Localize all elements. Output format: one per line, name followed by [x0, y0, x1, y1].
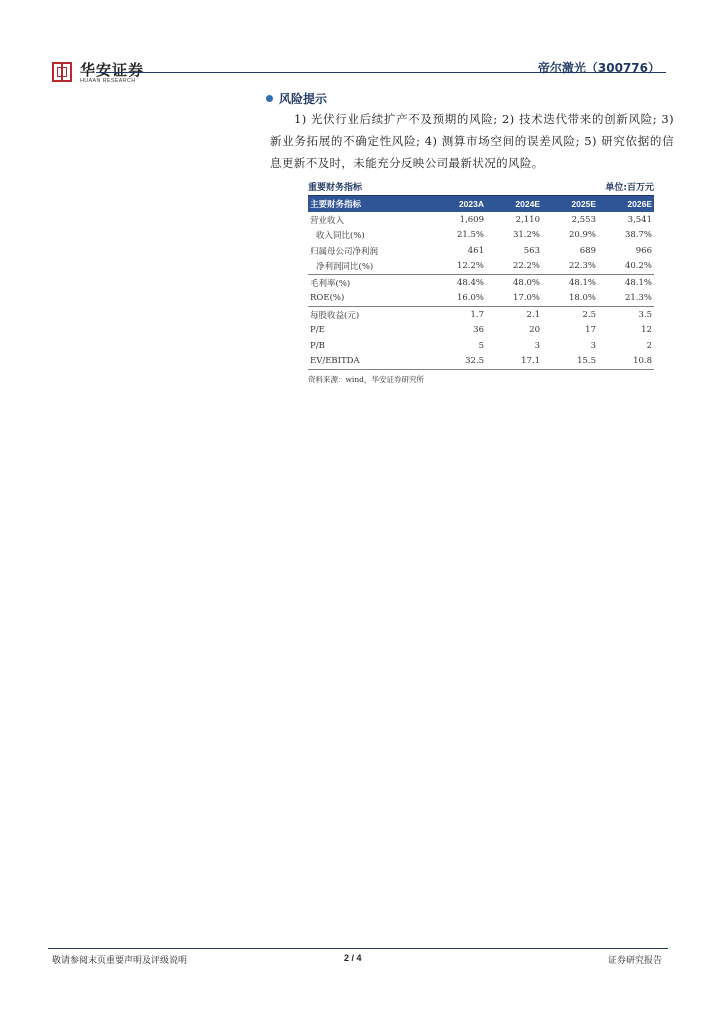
table-cell: 32.5: [430, 354, 486, 370]
logo-english-name: HUAAN RESEARCH: [80, 78, 136, 84]
table-row: [308, 212, 654, 228]
table-header-row: [308, 196, 654, 212]
table-cell: 1,609: [459, 214, 484, 225]
table-cell: 20.9%: [568, 230, 596, 241]
table-cell: 966: [635, 245, 652, 256]
table-row: [308, 228, 654, 244]
page-number: 2 / 4: [344, 953, 362, 963]
table-row: [308, 354, 654, 370]
table-cell: 2.5: [542, 307, 598, 323]
risk-section: [264, 90, 674, 106]
table-cell: 12.2%: [456, 261, 484, 272]
table-row: [308, 291, 654, 307]
table-cell: 461: [467, 245, 484, 256]
table-cell: 15.5: [542, 354, 598, 370]
table-cell: 20: [529, 325, 540, 336]
table-cell: 2,553: [571, 214, 596, 225]
row-label: 归属母公司净利润: [310, 246, 379, 257]
footer-disclaimer: 敬请参阅末页重要声明及评级说明: [52, 956, 188, 966]
table-cell: 5: [478, 340, 484, 351]
header-year-cell: 2023A: [430, 196, 486, 212]
risk-paragraph: 1) 光伏行业后续扩产不及预期的风险; 2) 技术迭代带来的创新风险; 3) 新业务拓展的不确定性风险; 4) 测算市场空间的误差风险; 5) 研究依据的信息更新不及时，未能充分反映公司最新状况的风险。: [270, 112, 674, 170]
table-cell: 2.1: [486, 307, 542, 323]
header-year-cell: 2026E: [598, 196, 654, 212]
table-cell: 16.0%: [456, 293, 484, 304]
table-cell: 22.2%: [512, 261, 540, 272]
row-label: 净利润同比(%): [316, 262, 374, 273]
financial-table-block: [308, 180, 654, 385]
risk-title: 风险提示: [279, 91, 328, 106]
table-cell: 31.2%: [512, 230, 540, 241]
table-cell: 48.1%: [542, 275, 598, 291]
table-cell: 3,541: [627, 214, 652, 225]
table-caption: [308, 180, 654, 194]
table-title: 重要财务指标: [308, 183, 363, 193]
table-cell: 48.0%: [486, 275, 542, 291]
logo-chinese-name: 华安证券: [80, 61, 145, 79]
header-divider: [96, 72, 666, 73]
table-cell: 1.7: [430, 307, 486, 323]
table-cell: 21.3%: [624, 293, 652, 304]
financial-indicators-table: [308, 196, 654, 370]
row-label: 每股收益(元): [308, 307, 430, 323]
table-row: [308, 243, 654, 259]
table-cell: 3.5: [598, 307, 654, 323]
table-row: [308, 338, 654, 354]
row-label: EV/EBITDA: [308, 354, 430, 370]
row-label: P/B: [310, 340, 325, 351]
table-cell: 21.5%: [456, 230, 484, 241]
risk-heading: [264, 90, 674, 106]
header-label-cell: 主要财务指标: [308, 196, 430, 212]
row-label: P/E: [310, 325, 325, 336]
table-cell: 38.7%: [624, 230, 652, 241]
row-label: ROE(%): [310, 293, 345, 304]
header-year-cell: 2024E: [486, 196, 542, 212]
table-cell: 2: [646, 340, 652, 351]
table-cell: 18.0%: [568, 293, 596, 304]
table-cell: 17.1: [486, 354, 542, 370]
table-cell: 48.4%: [430, 275, 486, 291]
table-row: [308, 275, 654, 291]
table-row: [308, 323, 654, 339]
row-label: 收入同比(%): [316, 231, 365, 242]
table-cell: 563: [523, 245, 540, 256]
table-cell: 2,110: [515, 214, 540, 225]
footer-divider: [48, 948, 668, 949]
huaan-logo-icon: [52, 62, 72, 82]
page-header: [52, 56, 666, 86]
table-unit: 单位:百万元: [605, 183, 654, 193]
report-company-title: 帝尔激光（300776）: [537, 61, 660, 75]
table-cell: 40.2%: [624, 261, 652, 272]
row-label: 营业收入: [310, 215, 345, 226]
table-cell: 36: [473, 325, 484, 336]
table-cell: 22.3%: [568, 261, 596, 272]
table-cell: 17: [585, 325, 596, 336]
row-label: 毛利率(%): [308, 275, 430, 291]
table-source-note: 资料来源：wind，华安证券研究所: [308, 375, 424, 384]
table-cell: 12: [641, 325, 652, 336]
table-cell: 3: [534, 340, 540, 351]
table-cell: 3: [590, 340, 596, 351]
table-cell: 48.1%: [598, 275, 654, 291]
header-year-cell: 2025E: [542, 196, 598, 212]
bullet-icon: [266, 95, 273, 102]
table-cell: 17.0%: [512, 293, 540, 304]
table-cell: 689: [579, 245, 596, 256]
table-cell: 10.8: [598, 354, 654, 370]
footer-report-type: 证券研究报告: [607, 956, 662, 966]
table-row: [308, 307, 654, 323]
table-row: [308, 259, 654, 275]
page-footer: [48, 953, 668, 967]
